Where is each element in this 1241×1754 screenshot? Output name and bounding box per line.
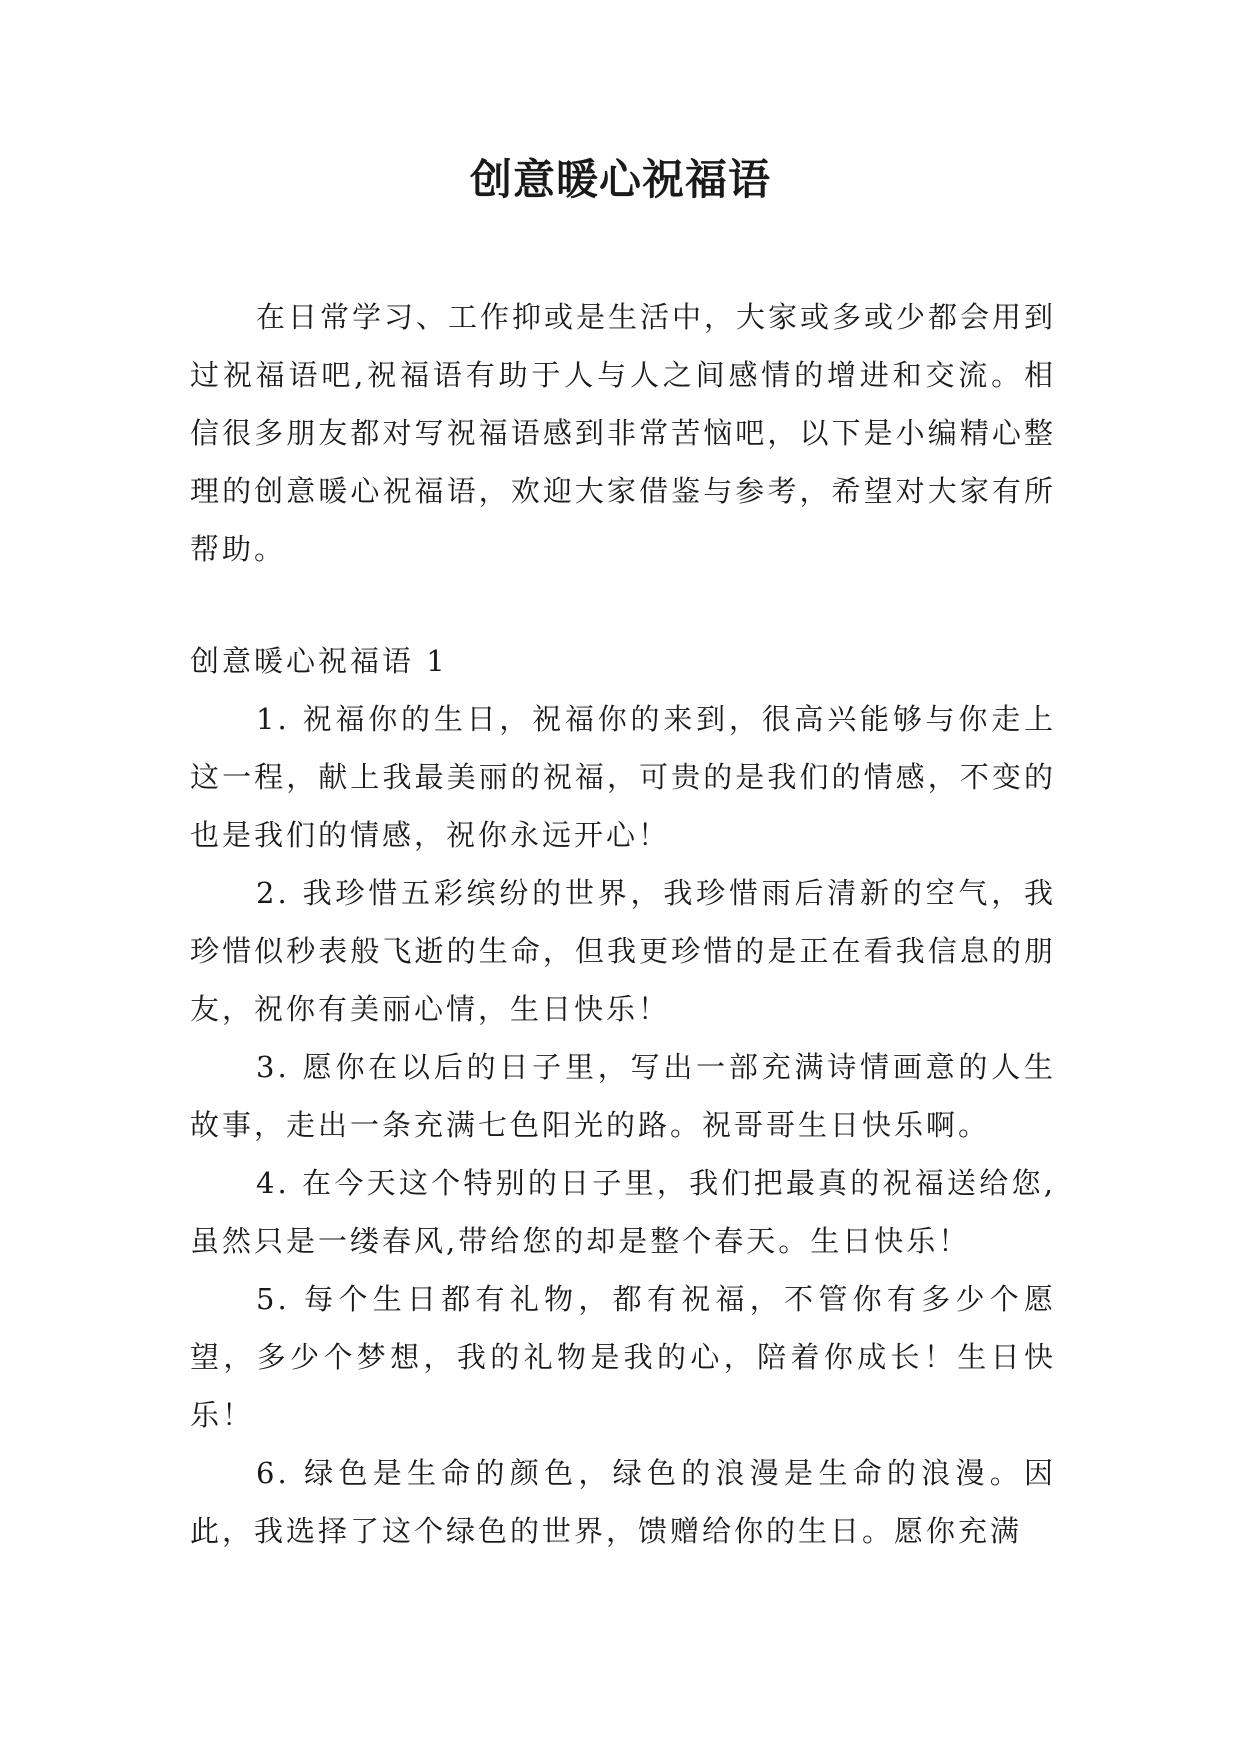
document-body [190,288,1056,1560]
list-item: 3. 愿你在以后的日子里，写出一部充满诗情画意的人生故事，走出一条充满七色阳光的路。祝哥哥生日快乐啊。 [190,1050,1056,1142]
document-title: 创意暖心祝福语 [469,155,771,204]
intro-paragraph: 在日常学习、工作抑或是生活中，大家或多或少都会用到过祝福语吧,祝福语有助于人与人之间感情的增进和交流。相信很多朋友都对写祝福语感到非常苦恼吧，以下是小编精心整理的创意暖心祝福语，欢迎大家借鉴与参考，希望对大家有所帮助。 [190,300,1057,566]
list-item: 1. 祝福你的生日，祝福你的来到，很高兴能够与你走上这一程，献上我最美丽的祝福，可贵的是我们的情感，不变的也是我们的情感，祝你永远开心！ [190,702,1056,852]
list-item: 2. 我珍惜五彩缤纷的世界，我珍惜雨后清新的空气，我珍惜似秒表般飞逝的生命，但我更珍惜的是正在看我信息的朋友，祝你有美丽心情，生日快乐！ [190,876,1056,1026]
list-item: 5. 每个生日都有礼物，都有祝福，不管你有多少个愿望，多少个梦想，我的礼物是我的心，陪着你成长！生日快乐！ [190,1282,1056,1432]
section-heading: 创意暖心祝福语 1 [190,644,448,678]
list-item: 4. 在今天这个特别的日子里，我们把最真的祝福送给您,虽然只是一缕春风,带给您的却是整个春天。生日快乐！ [190,1166,1056,1258]
list-item: 6. 绿色是生命的颜色，绿色的浪漫是生命的浪漫。因此，我选择了这个绿色的世界，馈赠给你的生日。愿你充满 [190,1456,1056,1548]
